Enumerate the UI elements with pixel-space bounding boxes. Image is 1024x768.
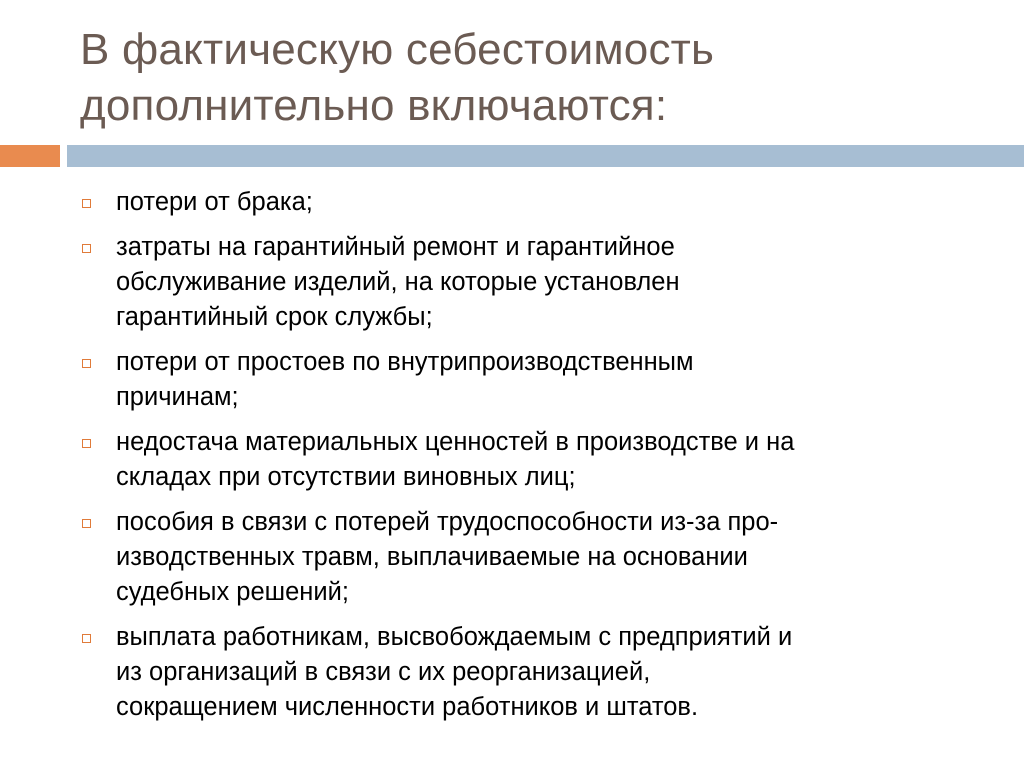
bullet-text-line: выплата работникам, высвобождаемым с предприятий и	[116, 623, 793, 651]
bullet-text-line: затраты на гарантийный ремонт и гарантийное	[116, 233, 675, 261]
bullet-item-6	[80, 620, 980, 725]
bullet-item-3	[80, 345, 980, 415]
bullet-text-line: гарантийный срок службы;	[116, 303, 433, 331]
bullet-text-line: изводственных травм, выплачиваемые на основании	[116, 543, 748, 571]
slide-title-line-1: В фактическую себестоимость	[80, 25, 715, 74]
bullet-text-line: складах при отсутствии виновных лиц;	[116, 463, 576, 491]
bullet-text-line: сокращением численности работников и штатов.	[116, 693, 699, 721]
hollow-square-bullet-icon	[82, 359, 91, 368]
bullet-text-line: причинам;	[116, 383, 239, 411]
bullet-text-line: судебных решений;	[116, 578, 349, 606]
hollow-square-bullet-icon	[82, 244, 91, 253]
bullet-text-line: потери от простоев по внутрипроизводственным	[116, 348, 694, 376]
slide-title-line-2: дополнительно включаются:	[80, 81, 668, 130]
slide-title	[80, 22, 1000, 134]
title-accent-bar	[0, 145, 60, 167]
bullet-text-line: потери от брака;	[116, 188, 313, 216]
bullet-item-2	[80, 230, 980, 335]
bullet-item-4	[80, 425, 980, 495]
hollow-square-bullet-icon	[82, 519, 91, 528]
bullet-text-line: недостача материальных ценностей в производстве и на	[116, 428, 795, 456]
hollow-square-bullet-icon	[82, 634, 91, 643]
bullet-text-line: пособия в связи с потерей трудоспособности из-за про-	[116, 508, 779, 536]
bullet-text-line: из организаций в связи с их реорганизацией,	[116, 658, 651, 686]
hollow-square-bullet-icon	[82, 199, 91, 208]
bullet-item-5	[80, 505, 980, 610]
bullet-text-line: обслуживание изделий, на которые установлен	[116, 268, 680, 296]
bullet-item-1	[80, 185, 980, 220]
title-divider-bar	[67, 145, 1024, 167]
bullet-list	[80, 185, 980, 735]
hollow-square-bullet-icon	[82, 439, 91, 448]
